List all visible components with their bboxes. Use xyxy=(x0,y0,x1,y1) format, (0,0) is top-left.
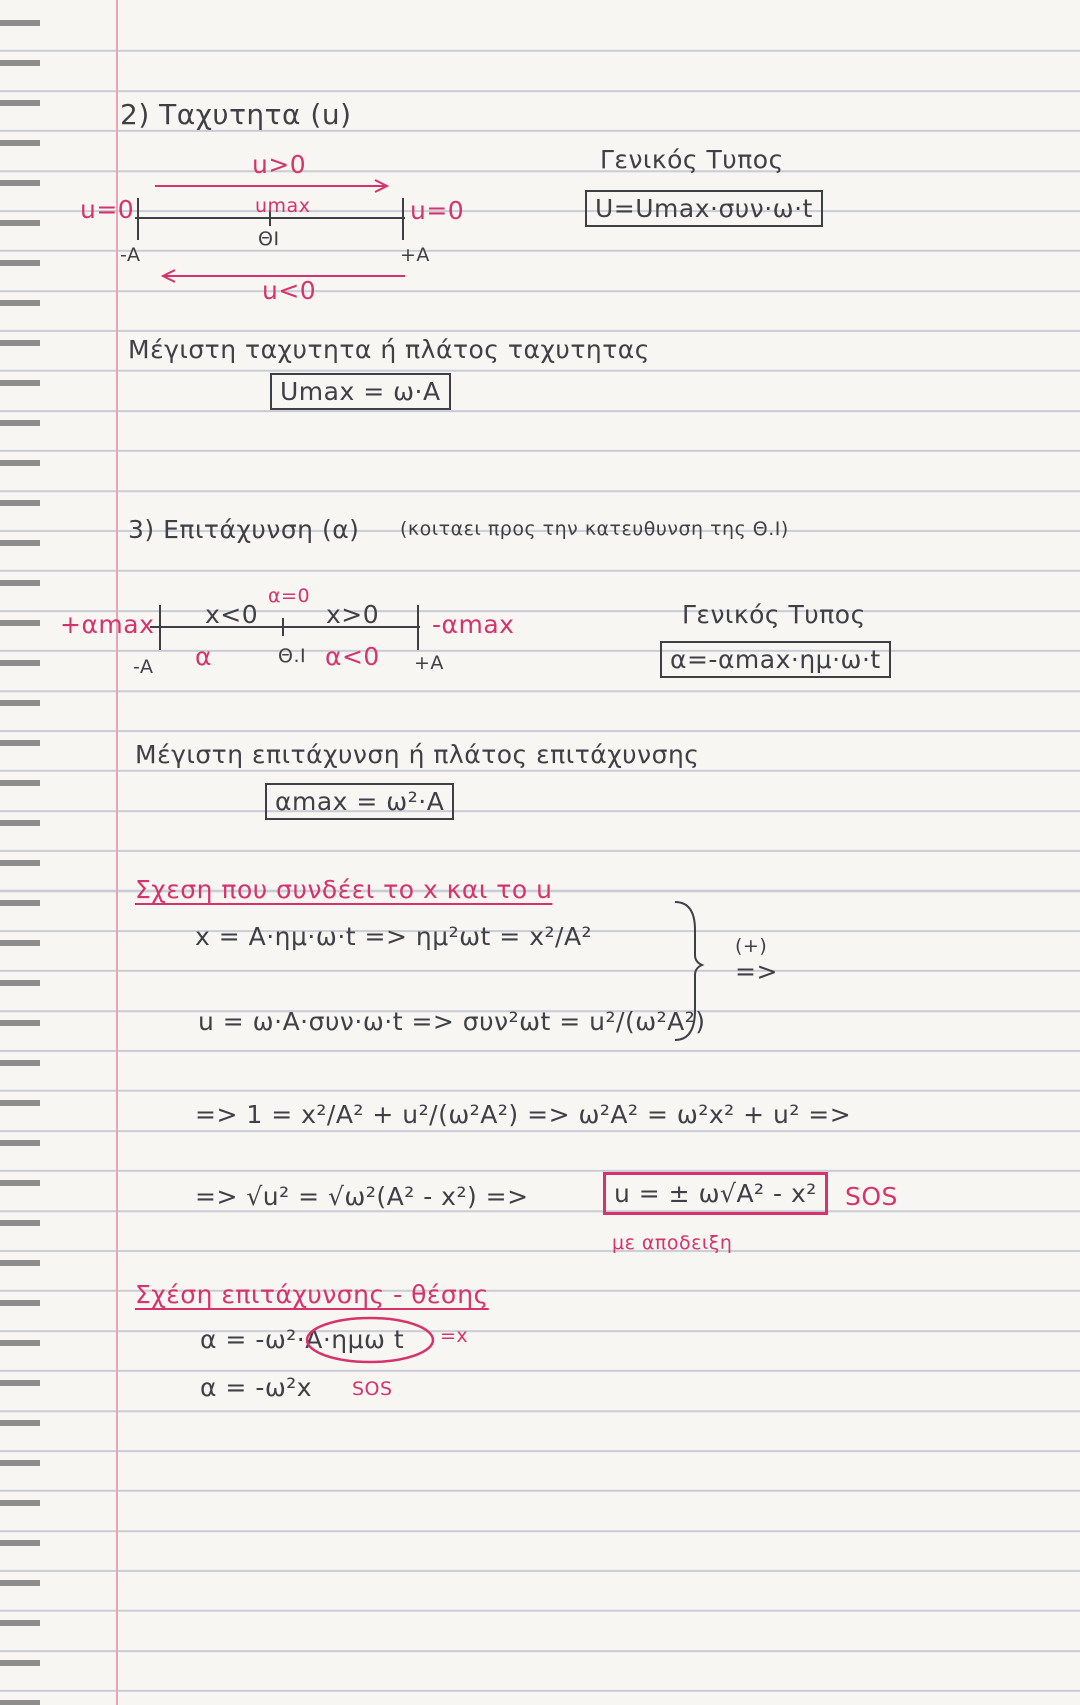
relation-xu-line1: x = A·ημ·ω·t => ημ²ωt = x²/A² xyxy=(195,922,593,951)
acceleration-plus-amax: +αmax xyxy=(60,610,155,639)
acceleration-note: (κοιταει προς την κατευθυνση της Θ.Ι) xyxy=(400,518,789,540)
acceleration-general-formula: α=-αmax·ημ·ω·t xyxy=(660,641,891,678)
acceleration-minus-A: -A xyxy=(133,656,154,678)
velocity-zero-left: u=0 xyxy=(80,195,135,224)
acceleration-general-title: Γενικός Τυπος xyxy=(682,600,866,629)
velocity-max-text: Μέγιστη ταχυτητα ή πλάτος ταχυτητας xyxy=(128,335,650,364)
acceleration-max-text: Μέγιστη επιτάχυνση ή πλάτος επιτάχυνσης xyxy=(135,740,700,769)
velocity-plus-A: +A xyxy=(400,244,430,266)
acceleration-alpha-label: α xyxy=(195,642,212,671)
velocity-heading: 2) Ταχυτητα (u) xyxy=(120,98,352,131)
relation-xu-line2: u = ω·A·συν·ω·t => συν²ωt = u²/(ω²A²) xyxy=(198,1007,706,1036)
velocity-positive-label: u>0 xyxy=(252,150,307,179)
relation-ax-line2: α = -ω²x xyxy=(200,1373,313,1402)
velocity-zero-right: u=0 xyxy=(410,196,465,225)
acceleration-heading: 3) Επιτάχυνση (α) xyxy=(128,515,360,544)
acceleration-zero-label: α=0 xyxy=(268,585,311,607)
relation-xu-result: u = ± ω√A² - x² xyxy=(603,1172,828,1215)
plus-label: (+) xyxy=(735,935,768,957)
relation-ax-sos: SOS xyxy=(352,1378,393,1400)
relation-xu-proof-note: με αποδειξη xyxy=(612,1232,733,1254)
acceleration-max-formula: αmax = ω²·A xyxy=(265,783,454,820)
implies-arrow: => xyxy=(735,957,778,986)
relation-xu-line3: => 1 = x²/A² + u²/(ω²A²) => ω²A² = ω²x² + u² => xyxy=(195,1100,852,1129)
acceleration-plus-A: +A xyxy=(414,652,444,674)
acceleration-negative-label: α<0 xyxy=(325,642,380,671)
velocity-eq-label: ΘΙ xyxy=(258,228,280,250)
relation-xu-sos: SOS xyxy=(845,1182,898,1211)
relation-ax-circle-note: =x xyxy=(440,1325,469,1347)
relation-ax-title: Σχέση επιτάχυνσης - θέσης xyxy=(135,1280,489,1309)
velocity-max-formula: Umax = ω·A xyxy=(270,373,451,410)
acceleration-x-negative: x<0 xyxy=(205,600,259,629)
velocity-general-title: Γενικός Τυπος xyxy=(600,145,784,174)
relation-ax-line1: α = -ω²·A·ημω t xyxy=(200,1325,405,1354)
velocity-general-formula: U=Umax·συν·ω·t xyxy=(585,190,823,227)
velocity-negative-label: u<0 xyxy=(262,276,317,305)
acceleration-eq-label: Θ.Ι xyxy=(278,645,307,667)
acceleration-minus-amax: -αmax xyxy=(432,610,515,639)
circled-term xyxy=(307,1318,433,1362)
relation-xu-line4: => √u² = √ω²(A² - x²) => xyxy=(195,1182,529,1211)
velocity-max-mid-label: umax xyxy=(255,195,311,217)
acceleration-x-positive: x>0 xyxy=(326,600,380,629)
velocity-minus-A: -A xyxy=(120,244,141,266)
relation-xu-title: Σχεση που συνδέει το x και το u xyxy=(135,875,553,904)
